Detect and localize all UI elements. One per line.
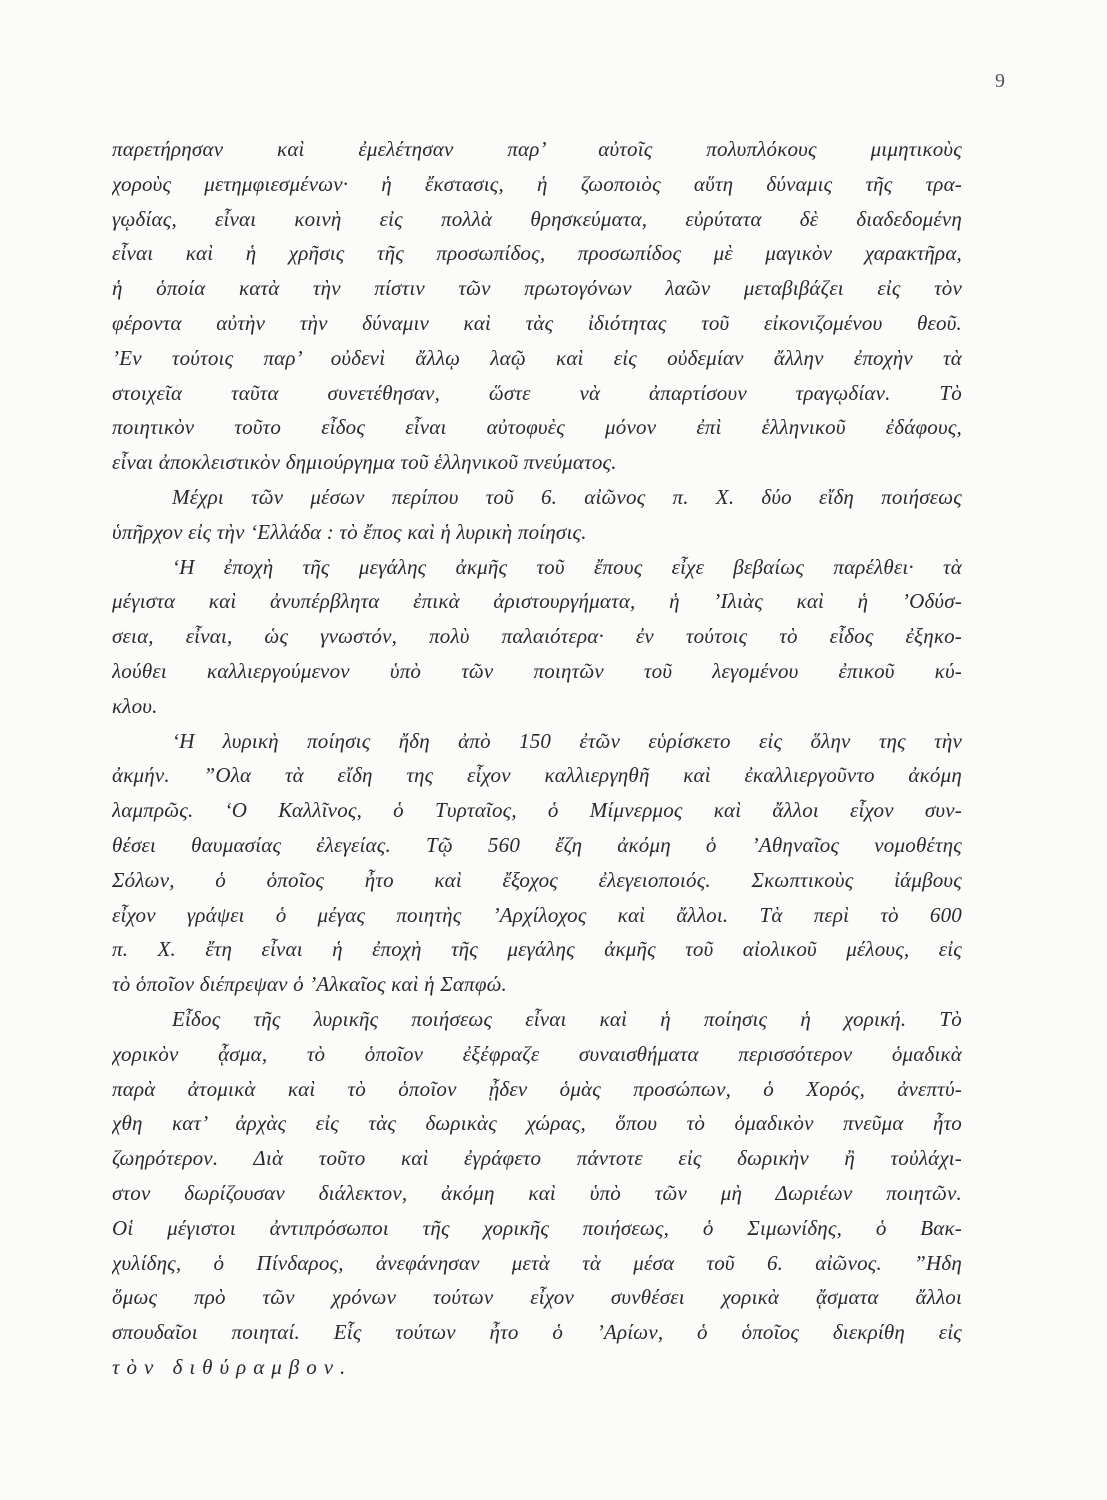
text-line: ‘Η λυρικὴ ποίησις ἤδη ἀπὸ 150 ἐτῶν εὑρίσκετο εἰς ὅλην της τὴν bbox=[172, 728, 962, 753]
text-line: Σόλων, ὁ ὁποῖος ἦτο καὶ ἔξοχος ἐλεγειοποιός. Σκωπτικοὺς ἰάμβους bbox=[112, 867, 962, 892]
text-line: λαμπρῶς. ‘Ο Καλλῖνος, ὁ Τυρταῖος, ὁ Μίμνερμος καὶ ἄλλοι εἶχον συν- bbox=[112, 798, 962, 823]
text-line: θέσει θαυμασίας ἐλεγείας. Τῷ 560 ἔζη ἀκόμη ὁ ’Αθηναῖος νομοθέτης bbox=[112, 832, 962, 857]
page-body-text bbox=[112, 132, 962, 1385]
text-line: Μέχρι τῶν μέσων περίπου τοῦ 6. αἰῶνος π. Χ. δύο εἴδη ποιήσεως bbox=[172, 484, 962, 509]
text-line: σεια, εἶναι, ὡς γνωστόν, πολὺ παλαιότερα· ἐν τούτοις τὸ εἶδος ἐξηκο- bbox=[112, 624, 962, 649]
text-line: φέροντα αὐτὴν τὴν δύναμιν καὶ τὰς ἰδιότητας τοῦ εἰκονιζομένου θεοῦ. bbox=[112, 310, 962, 335]
text-line: κλου. bbox=[112, 693, 158, 718]
text-line: λούθει καλλιεργούμενον ὑπὸ τῶν ποιητῶν τοῦ λεγομένου ἐπικοῦ κύ- bbox=[112, 658, 962, 683]
text-line: ’Εν τούτοις παρ’ οὐδενὶ ἄλλῳ λαῷ καὶ εἰς οὐδεμίαν ἄλλην ἐποχὴν τὰ bbox=[112, 345, 962, 370]
text-line: χυλίδης, ὁ Πίνδαρος, ἀνεφάνησαν μετὰ τὰ μέσα τοῦ 6. αἰῶνος. ”Ηδη bbox=[112, 1250, 962, 1275]
text-line: παρὰ ἀτομικὰ καὶ τὸ ὁποῖον ᾖδεν ὁμὰς προσώπων, ὁ Χορός, ἀνεπτύ- bbox=[112, 1076, 962, 1101]
text-line: τὸν διθύραμβον. bbox=[112, 1354, 353, 1379]
text-line: ποιητικὸν τοῦτο εἶδος εἶναι αὐτοφυὲς μόνον ἐπὶ ἑλληνικοῦ ἐδάφους, bbox=[112, 415, 962, 440]
text-line: χοροὺς μετημφιεσμένων· ἡ ἔκστασις, ἡ ζωοποιὸς αὕτη δύναμις τῆς τρα- bbox=[112, 171, 962, 196]
text-line: π. Χ. ἔτη εἶναι ἡ ἐποχὴ τῆς μεγάλης ἀκμῆς τοῦ αἰολικοῦ μέλους, εἰς bbox=[112, 937, 962, 962]
text-line: παρετήρησαν καὶ ἐμελέτησαν παρ’ αὐτοῖς πολυπλόκους μιμητικοὺς bbox=[112, 137, 962, 161]
text-line: ὑπῆρχον εἰς τὴν ‘Ελλάδα : τὸ ἔπος καὶ ἡ λυρικὴ ποίησις. bbox=[112, 519, 587, 544]
text-line: στον δωρίζουσαν διάλεκτον, ἀκόμη καὶ ὑπὸ τῶν μὴ Δωριέων ποιητῶν. bbox=[112, 1180, 962, 1205]
text-line: τὸ ὁποῖον διέπρεψαν ὁ ’Αλκαῖος καὶ ἡ Σαπφώ. bbox=[112, 972, 507, 997]
text-line: ζωηρότερον. Διὰ τοῦτο καὶ ἐγράφετο πάντοτε εἰς δωρικὴν ἢ τοὐλάχι- bbox=[112, 1146, 962, 1171]
text-line: ‘Η ἐποχὴ τῆς μεγάλης ἀκμῆς τοῦ ἔπους εἶχε βεβαίως παρέλθει· τὰ bbox=[172, 554, 962, 579]
text-line: ἀκμήν. ”Ολα τὰ εἴδη της εἶχον καλλιεργηθῆ καὶ ἐκαλλιεργοῦντο ἀκόμη bbox=[112, 763, 962, 788]
text-line: εἶχον γράψει ὁ μέγας ποιητὴς ’Αρχίλοχος καὶ ἄλλοι. Τὰ περὶ τὸ 600 bbox=[112, 902, 962, 927]
text-line: εἶναι ἀποκλειστικὸν δημιούργημα τοῦ ἑλληνικοῦ πνεύματος. bbox=[112, 450, 617, 475]
text-line: μέγιστα καὶ ἀνυπέρβλητα ἐπικὰ ἀριστουργήματα, ἡ ’Ιλιὰς καὶ ἡ ’Οδύσ- bbox=[112, 589, 962, 614]
text-line: στοιχεῖα ταῦτα συνετέθησαν, ὥστε νὰ ἀπαρτίσουν τραγῳδίαν. Τὸ bbox=[112, 380, 962, 405]
text-line: ὅμως πρὸ τῶν χρόνων τούτων εἶχον συνθέσει χορικὰ ᾄσματα ἄλλοι bbox=[112, 1285, 962, 1310]
text-line: ἡ ὁποία κατὰ τὴν πίστιν τῶν πρωτογόνων λαῶν μεταβιβάζει εἰς τὸν bbox=[112, 276, 962, 301]
text-line: Οἱ μέγιστοι ἀντιπρόσωποι τῆς χορικῆς ποιήσεως, ὁ Σιμωνίδης, ὁ Βακ- bbox=[112, 1215, 962, 1240]
text-line: χορικὸν ᾆσμα, τὸ ὁποῖον ἐξέφραζε συναισθήματα περισσότερον ὁμαδικὰ bbox=[112, 1041, 962, 1066]
text-line: χθη κατ’ ἀρχὰς εἰς τὰς δωρικὰς χώρας, ὅπου τὸ ὁμαδικὸν πνεῦμα ἦτο bbox=[112, 1111, 962, 1136]
text-line: εἶναι καὶ ἡ χρῆσις τῆς προσωπίδος, προσωπίδος μὲ μαγικὸν χαρακτῆρα, bbox=[112, 241, 962, 266]
text-line: γῳδίας, εἶναι κοινὴ εἰς πολλὰ θρησκεύματα, εὐρύτατα δὲ διαδεδομένη bbox=[112, 206, 962, 231]
page-number: 9 bbox=[995, 70, 1005, 92]
text-line: Εἶδος τῆς λυρικῆς ποιήσεως εἶναι καὶ ἡ ποίησις ἡ χορική. Τὸ bbox=[172, 1006, 962, 1031]
text-line: σπουδαῖοι ποιηταί. Εἷς τούτων ἦτο ὁ ’Αρίων, ὁ ὁποῖος διεκρίθη εἰς bbox=[112, 1320, 962, 1345]
